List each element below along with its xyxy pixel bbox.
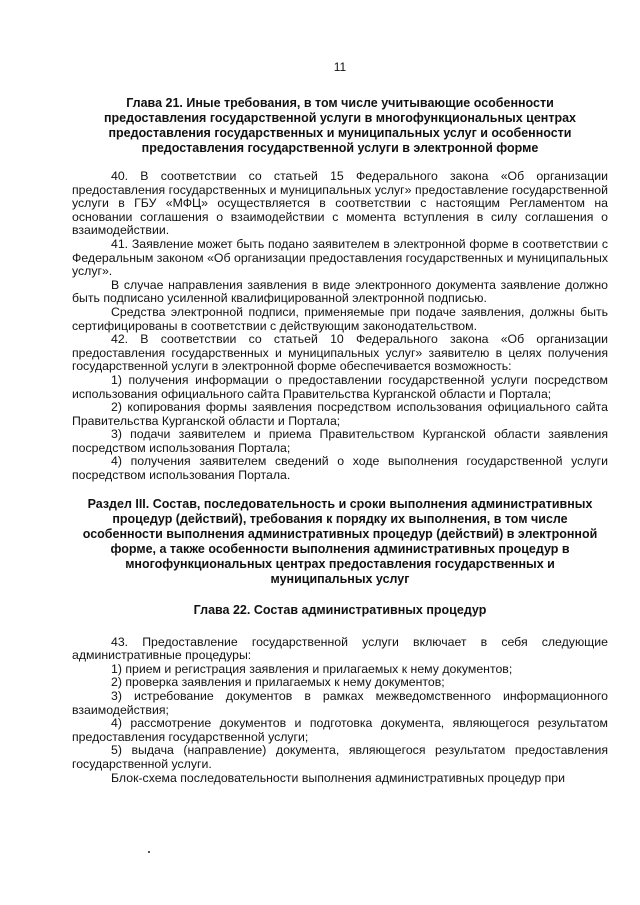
paragraph-40: 40. В соответствии со статьей 15 Федерального закона «Об организации предоставления государственных и муниципальных услуг» предоставление государственной услуги в ГБУ «МФЦ» осуществляется в соответствии с настоящим Регламентом на основании соглашения о взаимодействии с момента вступления в силу соглашения о взаимодействии. (72, 169, 608, 238)
chapter-22-body (72, 636, 608, 786)
chapter-21-heading: Глава 21. Иные требования, в том числе учитывающие особенности предоставления государственной услуги в многофункциональных центрах предоставления государственных и муниципальных услуг и особенности предоставления государственной услуги в электронной форме (104, 96, 576, 155)
list-item-42-1: 1) получения информации о предоставлении государственной услуги посредством использования официального сайта Правительства Курганской области и Портала; (72, 372, 608, 401)
section-3-heading: Раздел III. Состав, последовательность и сроки выполнения административных процедур (действий), требования к порядку их выполнения, в том числе особенности выполнения административных процедур (действий) в электронной форме, а также особенности выполнения административных процедур в многофункциональных центрах предоставления государственных и муниципальных услуг (82, 496, 598, 586)
paragraph-block-scheme: Блок-схема последовательности выполнения административных процедур при (111, 770, 566, 785)
list-item-42-3: 3) подачи заявителем и приема Правительством Курганской области заявления посредством использования Портала; (72, 427, 608, 455)
paragraph-signature-tools: Средства электронной подписи, применяемые при подаче заявления, должны быть сертифицированы в соответствии с действующим законодательством. (72, 304, 608, 333)
document-page (72, 60, 608, 785)
scan-speck (148, 851, 150, 853)
list-item-43-4: 4) рассмотрение документов и подготовка документа, являющегося результатом предоставления государственной услуги; (72, 716, 608, 744)
list-item-43-5: 5) выдача (направление) документа, являющегося результатом предоставления государственной услуги. (72, 743, 608, 771)
page-number: 11 (333, 60, 347, 74)
list-item-42-2: 2) копирования формы заявления посредством использования официального сайта Правительства Курганской области и Портала; (72, 400, 608, 428)
paragraph-42: 42. В соответствии со статьей 10 Федерального закона «Об организации предоставления государственных и муниципальных услуг» заявителю в целях получения государственной услуги в электронной форме обеспечивается возможность: (72, 332, 608, 374)
paragraph-43: 43. Предоставление государственной услуги включает в себя следующие административные процедуры: (72, 634, 608, 663)
paragraph-electronic-document: В случае направления заявления в виде электронного документа заявление должно быть подписано усиленной квалифицированной электронной подписью. (72, 277, 608, 306)
paragraph-41: 41. Заявление может быть подано заявителем в электронной форме в соответствии с Федеральным законом «Об организации предоставления государственных и муниципальных услуг». (72, 236, 608, 279)
chapter-21-body (72, 170, 608, 483)
list-item-43-2: 2) проверка заявления и прилагаемых к нему документов; (111, 675, 445, 690)
chapter-22-heading: Глава 22. Состав административных процедур (193, 602, 487, 617)
list-item-42-4: 4) получения заявителем сведений о ходе выполнения государственной услуги посредством использования Портала. (72, 454, 608, 483)
list-item-43-3: 3) истребование документов в рамках межведомственного информационного взаимодействия; (72, 689, 608, 717)
list-item-43-1: 1) прием и регистрация заявления и прилагаемых к нему документов; (111, 661, 513, 676)
